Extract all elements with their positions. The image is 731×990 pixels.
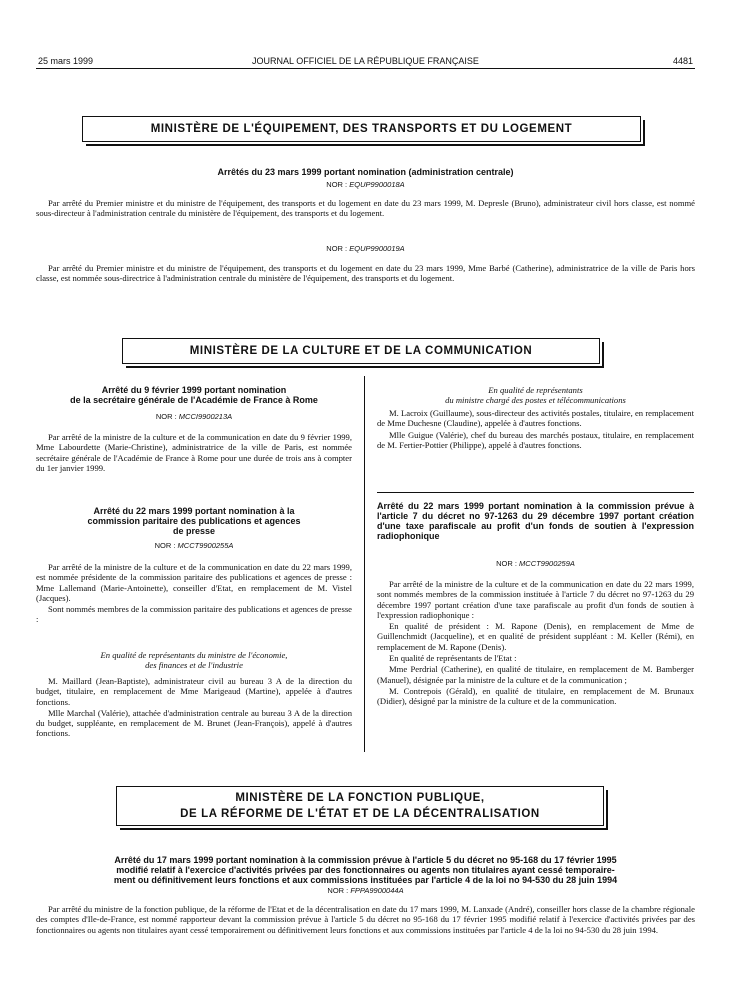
- nor-reference: NOR : EQUP9900018A: [326, 180, 405, 189]
- column-divider: [364, 376, 365, 752]
- italic-subheading: En qualité de représentants du ministre de l'économie, des finances et de l'industrie: [100, 650, 288, 671]
- header-journal-title: JOURNAL OFFICIEL DE LA RÉPUBLIQUE FRANÇAISE: [252, 56, 479, 66]
- header-page-number: 4481: [672, 56, 693, 66]
- arrete-paragraph: Par arrêté du ministre de la fonction publique, de la réforme de l'Etat et de la décentralisation en date du 17 mars 1999, M. Lanxade (André), conseiller hors classe de la chambre régionale des comptes d'Ile-de-France, est nommé rapporteur devant la commission prévue à l'article 5 du décret no 95-168 du 17 février 1995 modifié relatif à l'exercice d'activités privées par des fonctionnaires ou agents non titulaires ayant cessé temporairement ou définitivement leurs fonctions et aux commissions instituées par l'article 4 de la loi no 94-530 du 28 juin 1994.: [36, 904, 695, 935]
- nor-reference: NOR : MCCT9900259A: [496, 559, 575, 568]
- header-date: 25 mars 1999: [38, 56, 94, 66]
- arrete-title: Arrêté du 22 mars 1999 portant nomination à la commission prévue à l'article 7 du décret no 97-1263 du 29 décembre 1997 portant création d'une taxe parafiscale au profit d'un fonds de soutien à l'expression radiophonique: [377, 501, 694, 541]
- ministry-heading-equipement: MINISTÈRE DE L'ÉQUIPEMENT, DES TRANSPORTS ET DU LOGEMENT: [82, 116, 641, 142]
- arrete-body: Par arrêté de la ministre de la culture et de la communication en date du 22 mars 1999, est nommée présidente de la commission paritaire des publications et agences de presse : Mme Lallemand (Marie-Antoinette), conseiller d'Etat, en remplacement de M. Vistel (Jacques). Sont nommés membres de la commission paritaire des publications et agences de presse :: [36, 562, 352, 625]
- arrete-title: Arrêté du 22 mars 1999 portant nomination à la commission paritaire des publications et agences de presse: [87, 506, 301, 536]
- nor-reference: NOR : MCCI9900213A: [155, 412, 233, 421]
- ministry-heading-culture: MINISTÈRE DE LA CULTURE ET DE LA COMMUNICATION: [122, 338, 600, 364]
- ministry-heading-fonction-publique: MINISTÈRE DE LA FONCTION PUBLIQUE, DE LA RÉFORME DE L'ÉTAT ET DE LA DÉCENTRALISATION: [116, 786, 604, 826]
- arrete-body: Par arrêté de la ministre de la culture et de la communication en date du 22 mars 1999, sont nommés membres de la commission instituée à l'article 7 du décret no 97-1263 du 29 décembre 1997 portant création d'une taxe parafiscale au profit d'un fonds de soutien à l'expression radiophonique : En qualité de président : M. Rapone (Denis), en remplacement de Mme de Guillenchmidt (Jacqueline), et en qualité de président suppléant : M. Keller (Rémi), en remplacement de M. Rapone (Denis). En qualité de représentants de l'Etat : Mme Perdrial (Catherine), en qualité de titulaire, en remplacement de M. Bamberger (Manuel), désignée par la ministre de la culture et de la communication ; M. Contrepois (Gérald), en qualité de titulaire, en remplacement de M. Brunaux (Didier), désigné par la ministre de la culture et de la communication.: [377, 579, 694, 707]
- header-rule: [36, 68, 695, 69]
- arrete-paragraph: Par arrêté du Premier ministre et du ministre de l'équipement, des transports et du logement en date du 23 mars 1999, Mme Barbé (Catherine), administratrice de la ville de Paris hors classe, est nommée sous-directrice à l'administration centrale du ministère de l'équipement, des transports et du logement.: [36, 263, 695, 284]
- italic-subheading: En qualité de représentants du ministre chargé des postes et télécommunications: [445, 385, 626, 406]
- nor-reference: NOR : MCCT9900255A: [154, 541, 234, 550]
- nor-reference: NOR : FPPA9900044A: [327, 886, 404, 895]
- column-rule: [377, 492, 694, 493]
- arrete-paragraph: Par arrêté de la ministre de la culture et de la communication en date du 9 février 1999, Mme Labourdette (Marie-Christine), administratrice de la ville de Paris, est nommée secrétaire générale de l'Académie de France à Rome pour une durée de trois ans à compter du 1er janvier 1999.: [36, 432, 352, 473]
- arrete-title: Arrêtés du 23 mars 1999 portant nomination (administration centrale): [217, 167, 514, 177]
- arrete-body: M. Maillard (Jean-Baptiste), administrateur civil au bureau 3 A de la direction du budget, titulaire, en remplacement de Mme Marigeaud (Martine), appelée à d'autres fonctions. Mlle Marchal (Valérie), attachée d'administration centrale au bureau 3 A de la direction du budget, suppléante, en remplacement de M. Brunet (Jean-François), appelé à d'autres fonctions.: [36, 676, 352, 739]
- arrete-title: Arrêté du 17 mars 1999 portant nomination à la commission prévue à l'article 5 du décret no 95-168 du 17 février 1995 modifié relatif à l'exercice d'activités privées par des fonctionnaires ou agents non titulaires ayant cessé temporaire- ment ou définitivement leurs fonctions et aux commissions instituées par l'article 4 de la loi no 94-530 du 28 juin 1994: [113, 855, 618, 885]
- arrete-paragraph: Par arrêté du Premier ministre et du ministre de l'équipement, des transports et du logement en date du 23 mars 1999, M. Depresle (Bruno), administrateur civil hors classe, est nommé sous-directeur à l'administration centrale du ministère de l'équipement, des transports et du logement.: [36, 198, 695, 219]
- arrete-title: Arrêté du 9 février 1999 portant nomination de la secrétaire générale de l'Académie de France à Rome: [70, 385, 318, 405]
- nor-reference: NOR : EQUP9900019A: [326, 244, 405, 253]
- arrete-body: M. Lacroix (Guillaume), sous-directeur des activités postales, titulaire, en remplacement de Mme Duchesne (Claudine), appelée à d'autres fonctions. Mlle Guigue (Valérie), chef du bureau des marchés postaux, titulaire, en remplacement de M. Fertier-Pottier (Philippe), appelé à d'autres fonctions.: [377, 408, 694, 450]
